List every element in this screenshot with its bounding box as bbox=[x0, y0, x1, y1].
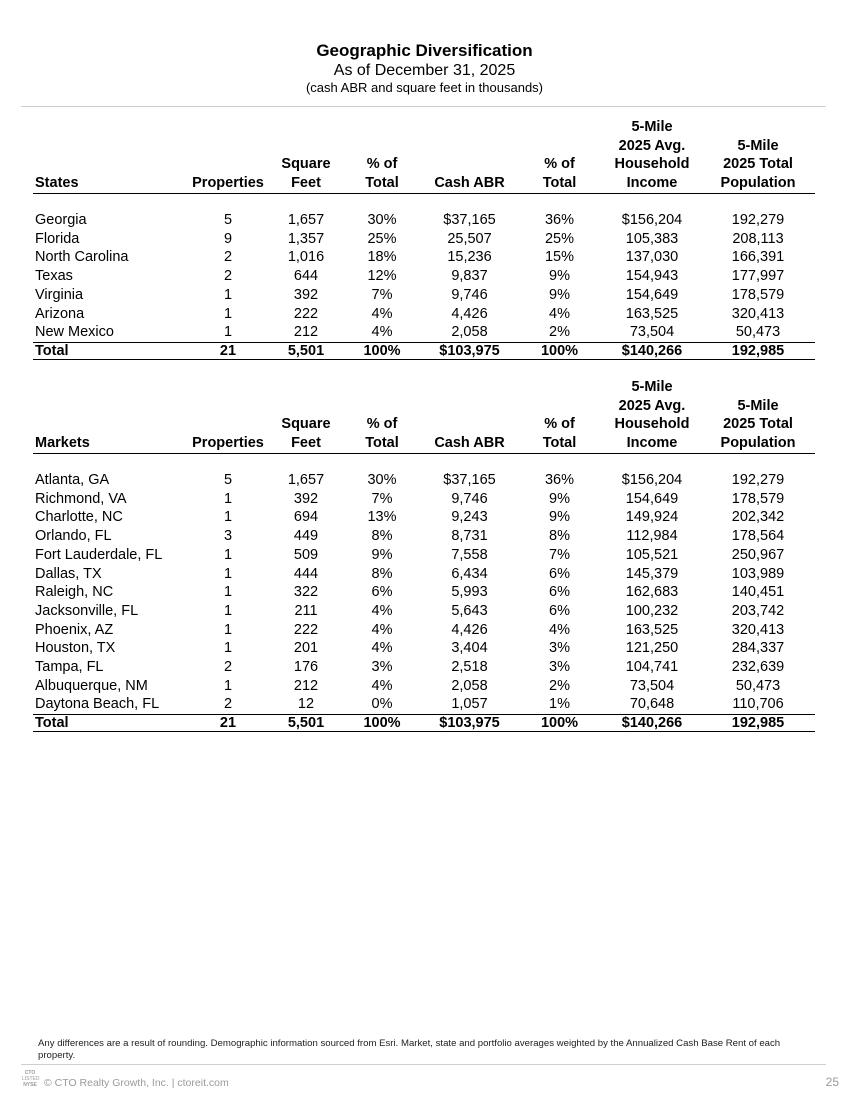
states-header-row bbox=[33, 118, 815, 194]
cell-value: 694 bbox=[293, 509, 319, 526]
cell-value: 1 bbox=[223, 621, 233, 638]
row-label: Florida bbox=[35, 230, 80, 247]
cell-value: 6,434 bbox=[451, 565, 488, 582]
row-label: Arizona bbox=[35, 305, 85, 322]
cell-value: 178,579 bbox=[731, 490, 785, 507]
total-value: 100% bbox=[516, 715, 603, 732]
cell-value: 177,997 bbox=[731, 268, 785, 285]
cell-value: 25% bbox=[544, 230, 575, 247]
cell-value: 103,989 bbox=[731, 565, 785, 582]
cell-value: 284,337 bbox=[731, 640, 785, 657]
cell-value: 18% bbox=[367, 249, 397, 266]
column-header: 5-Mile 2025 Total Population bbox=[701, 378, 815, 454]
footnote: Any differences are a result of rounding. Demographic information sourced from Esri. Market, state and portfolio averages weighted by the Annualized Cash Base Rent of each property. bbox=[38, 1038, 781, 1061]
cell-value: 8% bbox=[371, 528, 393, 545]
cell-value: 9,746 bbox=[451, 286, 488, 303]
cell-value: 1 bbox=[223, 324, 233, 341]
cell-value: $37,165 bbox=[443, 212, 496, 228]
total-value: 100% bbox=[516, 342, 603, 359]
cell-value: 9 bbox=[223, 230, 233, 247]
cell-value: 30% bbox=[367, 472, 397, 488]
table-row bbox=[33, 323, 815, 342]
cell-value: 211 bbox=[294, 602, 318, 619]
cell-value: 8% bbox=[371, 565, 393, 582]
column-header: % of Total bbox=[516, 378, 603, 454]
cell-value: 392 bbox=[293, 286, 319, 303]
row-label: Daytona Beach, FL bbox=[35, 696, 160, 713]
cell-value: $156,204 bbox=[621, 472, 683, 488]
cell-value: 1 bbox=[223, 640, 233, 657]
footer-divider bbox=[21, 1064, 826, 1065]
cell-value: 166,391 bbox=[731, 249, 785, 266]
cell-value: 8% bbox=[549, 528, 570, 545]
row-label: Tampa, FL bbox=[35, 659, 104, 676]
cell-value: 178,579 bbox=[731, 286, 785, 303]
cell-value: 4,426 bbox=[451, 621, 488, 638]
total-value: $140,266 bbox=[603, 715, 701, 732]
row-label: Fort Lauderdale, FL bbox=[35, 546, 163, 563]
cell-value: 2 bbox=[223, 249, 233, 266]
cell-value: 322 bbox=[293, 584, 319, 601]
cell-value: 73,504 bbox=[629, 677, 675, 694]
cell-value: 163,525 bbox=[625, 621, 679, 638]
cell-value: 2 bbox=[223, 696, 233, 713]
cell-value: 5 bbox=[223, 212, 233, 228]
cell-value: 12% bbox=[367, 268, 397, 285]
markets-header-row bbox=[33, 378, 815, 454]
cell-value: 178,564 bbox=[731, 528, 785, 545]
cell-value: 5,643 bbox=[451, 602, 488, 619]
cell-value: 9% bbox=[549, 509, 570, 526]
cell-value: 4% bbox=[371, 602, 393, 619]
cell-value: $37,165 bbox=[443, 472, 496, 488]
cell-value: 4% bbox=[371, 305, 393, 322]
table-row bbox=[33, 621, 815, 640]
cell-value: 1 bbox=[223, 546, 233, 563]
column-header: Cash ABR bbox=[423, 118, 516, 194]
cell-value: 8,731 bbox=[451, 528, 488, 545]
cell-value: 9,243 bbox=[451, 509, 488, 526]
cell-value: 192,279 bbox=[731, 212, 785, 228]
table-row bbox=[33, 695, 815, 714]
cell-value: 6% bbox=[371, 584, 393, 601]
cell-value: 7,558 bbox=[451, 546, 488, 563]
cell-value: 73,504 bbox=[629, 324, 675, 341]
total-value: 100% bbox=[341, 342, 423, 359]
cell-value: 121,250 bbox=[625, 640, 679, 657]
cell-value: 2% bbox=[549, 677, 570, 694]
column-header: Square Feet bbox=[271, 118, 341, 194]
cell-value: 208,113 bbox=[732, 230, 784, 247]
total-value: 192,985 bbox=[701, 342, 815, 359]
column-header: % of Total bbox=[341, 378, 423, 454]
cell-value: $156,204 bbox=[621, 212, 683, 228]
cell-value: 192,279 bbox=[731, 472, 785, 488]
cell-value: 4% bbox=[371, 324, 393, 341]
row-label: Dallas, TX bbox=[35, 565, 102, 582]
cell-value: 105,383 bbox=[625, 230, 679, 247]
total-row bbox=[33, 342, 815, 359]
row-label: Charlotte, NC bbox=[35, 509, 123, 526]
total-value: 21 bbox=[185, 715, 271, 732]
row-label: Richmond, VA bbox=[35, 490, 127, 507]
cell-value: 2% bbox=[549, 324, 570, 341]
row-label: Raleigh, NC bbox=[35, 584, 114, 601]
row-label: North Carolina bbox=[35, 249, 129, 266]
cell-value: 9,746 bbox=[451, 490, 488, 507]
cell-value: 0% bbox=[371, 696, 393, 713]
total-value: $140,266 bbox=[603, 342, 701, 359]
cell-value: 1 bbox=[223, 677, 233, 694]
cell-value: 1,057 bbox=[451, 696, 488, 713]
cell-value: 140,451 bbox=[731, 584, 785, 601]
column-header: Square Feet bbox=[271, 378, 341, 454]
row-label: New Mexico bbox=[35, 324, 114, 341]
cell-value: 15% bbox=[544, 249, 575, 266]
table-row bbox=[33, 211, 815, 230]
total-value: 5,501 bbox=[271, 342, 341, 359]
cell-value: 154,649 bbox=[625, 286, 679, 303]
cell-value: 7% bbox=[371, 490, 393, 507]
cell-value: 9% bbox=[549, 268, 570, 285]
cell-value: 2,058 bbox=[451, 677, 488, 694]
cell-value: 320,413 bbox=[731, 621, 785, 638]
column-header: Properties bbox=[185, 378, 271, 454]
column-header: Properties bbox=[185, 118, 271, 194]
cell-value: 444 bbox=[293, 565, 319, 582]
table-row bbox=[33, 677, 815, 696]
cell-value: 4% bbox=[549, 305, 570, 322]
cell-value: 2,058 bbox=[451, 324, 488, 341]
cell-value: 509 bbox=[293, 546, 319, 563]
column-header: States bbox=[33, 118, 185, 194]
cell-value: 1 bbox=[223, 286, 233, 303]
cell-value: 4% bbox=[549, 621, 570, 638]
cell-value: 30% bbox=[367, 212, 397, 228]
cell-value: 50,473 bbox=[735, 324, 781, 341]
total-value: 100% bbox=[341, 715, 423, 732]
total-row bbox=[33, 715, 815, 732]
cell-value: 25% bbox=[367, 230, 397, 247]
cell-value: 1% bbox=[549, 696, 570, 713]
cell-value: 4% bbox=[371, 677, 393, 694]
cell-value: 250,967 bbox=[731, 546, 785, 563]
cell-value: 162,683 bbox=[625, 584, 679, 601]
table-row bbox=[33, 230, 815, 249]
cell-value: 1,657 bbox=[287, 472, 325, 488]
cell-value: 1 bbox=[223, 602, 233, 619]
cell-value: 110,706 bbox=[732, 696, 784, 713]
units-note: (cash ABR and square feet in thousands) bbox=[305, 80, 544, 95]
cell-value: 1,016 bbox=[287, 249, 325, 266]
row-label: Atlanta, GA bbox=[35, 472, 110, 488]
total-value: 21 bbox=[185, 342, 271, 359]
cell-value: 644 bbox=[293, 268, 319, 285]
cell-value: 3% bbox=[549, 659, 570, 676]
cell-value: 203,742 bbox=[731, 602, 785, 619]
page-number: 25 bbox=[825, 1075, 839, 1089]
cell-value: 9% bbox=[371, 546, 393, 563]
cell-value: 4% bbox=[371, 621, 393, 638]
column-header: % of Total bbox=[516, 118, 603, 194]
cell-value: 212 bbox=[293, 324, 319, 341]
cell-value: 1 bbox=[223, 509, 233, 526]
cell-value: 12 bbox=[297, 696, 315, 713]
cell-value: 320,413 bbox=[731, 305, 785, 322]
cell-value: 36% bbox=[544, 212, 575, 228]
column-header: % of Total bbox=[341, 118, 423, 194]
total-label: Total bbox=[33, 715, 185, 732]
row-label: Virginia bbox=[35, 286, 84, 303]
row-label: Orlando, FL bbox=[35, 528, 112, 545]
total-value: $103,975 bbox=[423, 342, 516, 359]
cell-value: 6% bbox=[549, 565, 570, 582]
cell-value: 202,342 bbox=[731, 509, 785, 526]
cell-value: 392 bbox=[293, 490, 319, 507]
table-row bbox=[33, 508, 815, 527]
table-row bbox=[33, 658, 815, 677]
cell-value: 4% bbox=[371, 640, 393, 657]
cell-value: 7% bbox=[549, 546, 570, 563]
total-value: 5,501 bbox=[271, 715, 341, 732]
cell-value: 50,473 bbox=[735, 677, 781, 694]
table-row bbox=[33, 602, 815, 621]
cell-value: 149,924 bbox=[625, 509, 679, 526]
copyright-text: © CTO Realty Growth, Inc. | ctoreit.com bbox=[44, 1077, 229, 1089]
row-label: Phoenix, AZ bbox=[35, 621, 114, 638]
column-header: Cash ABR bbox=[423, 378, 516, 454]
cell-value: 105,521 bbox=[625, 546, 679, 563]
cell-value: 104,741 bbox=[625, 659, 679, 676]
total-value: $103,975 bbox=[423, 715, 516, 732]
cell-value: 449 bbox=[293, 528, 319, 545]
cell-value: 3% bbox=[549, 640, 570, 657]
cell-value: 2 bbox=[223, 268, 233, 285]
table-row bbox=[33, 583, 815, 602]
cell-value: 6% bbox=[549, 584, 570, 601]
table-row bbox=[33, 286, 815, 305]
cell-value: 3,404 bbox=[451, 640, 488, 657]
cell-value: 112,984 bbox=[626, 528, 678, 545]
cell-value: 222 bbox=[293, 621, 319, 638]
table-row bbox=[33, 471, 815, 490]
page-header bbox=[0, 41, 849, 96]
cell-value: 176 bbox=[293, 659, 319, 676]
cell-value: 3% bbox=[371, 659, 393, 676]
cell-value: 163,525 bbox=[625, 305, 679, 322]
page-title: Geographic Diversification bbox=[316, 41, 533, 60]
table-row bbox=[33, 267, 815, 286]
cell-value: 36% bbox=[544, 472, 575, 488]
table-row bbox=[33, 527, 815, 546]
table-row bbox=[33, 639, 815, 658]
column-header: 5-Mile 2025 Total Population bbox=[701, 118, 815, 194]
column-header: 5-Mile 2025 Avg. Household Income bbox=[603, 118, 701, 194]
cell-value: 1,657 bbox=[287, 212, 325, 228]
row-label: Houston, TX bbox=[35, 640, 116, 657]
cell-value: 154,649 bbox=[625, 490, 679, 507]
cell-value: 9,837 bbox=[451, 268, 488, 285]
cell-value: 4,426 bbox=[451, 305, 488, 322]
total-label: Total bbox=[33, 342, 185, 359]
cell-value: 1 bbox=[223, 305, 233, 322]
nyse-logo: CTO LISTED NYSE bbox=[22, 1070, 40, 1088]
cell-value: 6% bbox=[549, 602, 570, 619]
cell-value: 13% bbox=[367, 509, 397, 526]
cell-value: 3 bbox=[223, 528, 233, 545]
cell-value: 1,357 bbox=[287, 230, 325, 247]
cell-value: 137,030 bbox=[625, 249, 679, 266]
cell-value: 5 bbox=[223, 472, 233, 488]
cell-value: 154,943 bbox=[625, 268, 679, 285]
column-header: Markets bbox=[33, 378, 185, 454]
cell-value: 2,518 bbox=[451, 659, 488, 676]
table-row bbox=[33, 248, 815, 267]
cell-value: 1 bbox=[223, 565, 233, 582]
cell-value: 7% bbox=[371, 286, 393, 303]
table-row bbox=[33, 490, 815, 509]
page-subtitle: As of December 31, 2025 bbox=[333, 62, 516, 79]
table-row bbox=[33, 305, 815, 324]
cell-value: 70,648 bbox=[629, 696, 675, 713]
cell-value: 1 bbox=[223, 584, 233, 601]
markets-table bbox=[33, 378, 815, 732]
header-divider bbox=[21, 106, 826, 107]
cell-value: 9% bbox=[549, 286, 570, 303]
cell-value: 2 bbox=[223, 659, 233, 676]
column-header: 5-Mile 2025 Avg. Household Income bbox=[603, 378, 701, 454]
cell-value: 15,236 bbox=[447, 249, 492, 266]
row-label: Albuquerque, NM bbox=[35, 677, 148, 694]
cell-value: 145,379 bbox=[625, 565, 679, 582]
cell-value: 25,507 bbox=[447, 230, 492, 247]
states-table bbox=[33, 118, 815, 360]
row-label: Georgia bbox=[35, 212, 87, 228]
row-label: Texas bbox=[35, 268, 73, 285]
cell-value: 5,993 bbox=[451, 584, 488, 601]
cell-value: 1 bbox=[223, 490, 233, 507]
cell-value: 232,639 bbox=[731, 659, 785, 676]
cell-value: 9% bbox=[549, 490, 570, 507]
cell-value: 222 bbox=[293, 305, 319, 322]
cell-value: 201 bbox=[293, 640, 319, 657]
table-row bbox=[33, 565, 815, 584]
total-value: 192,985 bbox=[701, 715, 815, 732]
cell-value: 100,232 bbox=[625, 602, 679, 619]
row-label: Jacksonville, FL bbox=[35, 602, 139, 619]
cell-value: 212 bbox=[293, 677, 319, 694]
table-row bbox=[33, 546, 815, 565]
